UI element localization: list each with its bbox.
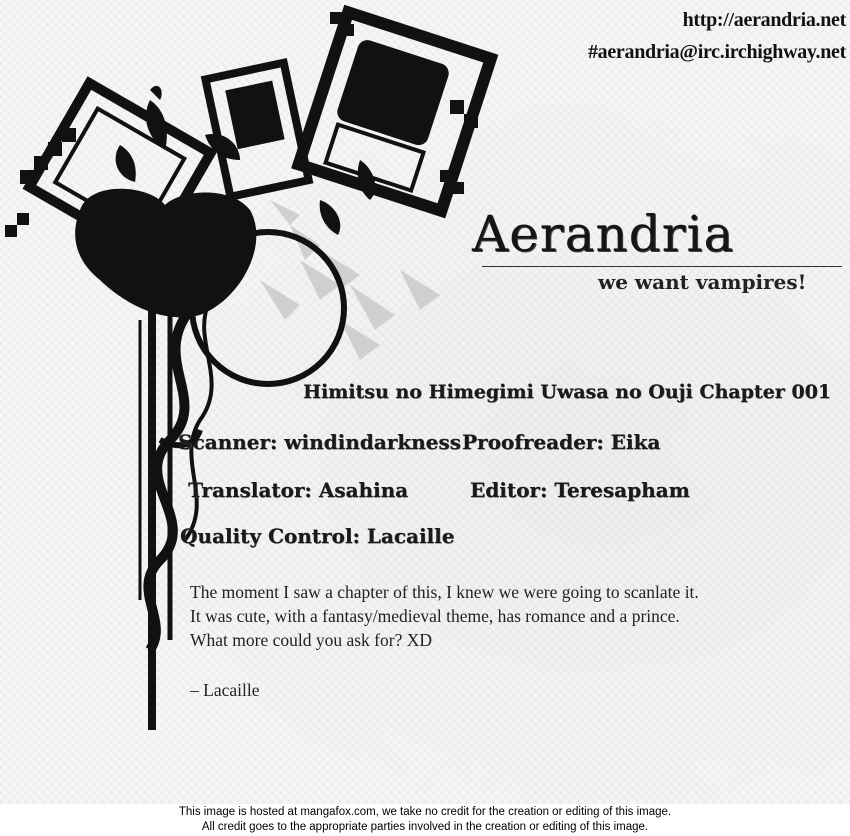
frame-center: [205, 63, 308, 197]
credit-quality-control: Quality Control: Lacaille: [180, 524, 455, 548]
vine-poles: [140, 300, 212, 730]
group-logo-name: Aerandria: [472, 205, 735, 263]
note-line: What more could you ask for? XD: [190, 630, 433, 650]
dark-flower-blob: [75, 189, 256, 318]
credit-proofreader: Proofreader: Eika: [462, 430, 661, 454]
note-signature: – Lacaille: [190, 680, 260, 700]
credit-translator: Translator: Asahina: [188, 478, 409, 502]
credit-editor: Editor: Teresapham: [470, 478, 690, 502]
chapter-title: Himitsu no Himegimi Uwasa no Ouji Chapter 001: [303, 381, 832, 403]
credit-scanner: Scanner: windindarkness: [178, 430, 461, 454]
note-line: The moment I saw a chapter of this, I knew we were going to scanlate it.: [190, 582, 699, 602]
irc-channel-text: #aerandria@irc.irchighway.net: [587, 41, 846, 63]
logo-underline: [482, 266, 842, 267]
header-links: [588, 4, 846, 68]
website-link[interactable]: http://aerandria.net: [682, 9, 846, 31]
hosting-disclaimer: [0, 804, 850, 836]
note-line: It was cute, with a fantasy/medieval theme, has romance and a prince.: [190, 606, 680, 626]
translator-note: [190, 580, 810, 652]
disclaimer-line: All credit goes to the appropriate parties involved in the creation or editing of this image.: [201, 821, 649, 833]
disclaimer-line: This image is hosted at mangafox.com, we take no credit for the creation or editing of this image.: [178, 806, 672, 818]
arrow-trail-decoration: [260, 200, 440, 360]
group-logo-tagline: we want vampires!: [598, 270, 807, 294]
